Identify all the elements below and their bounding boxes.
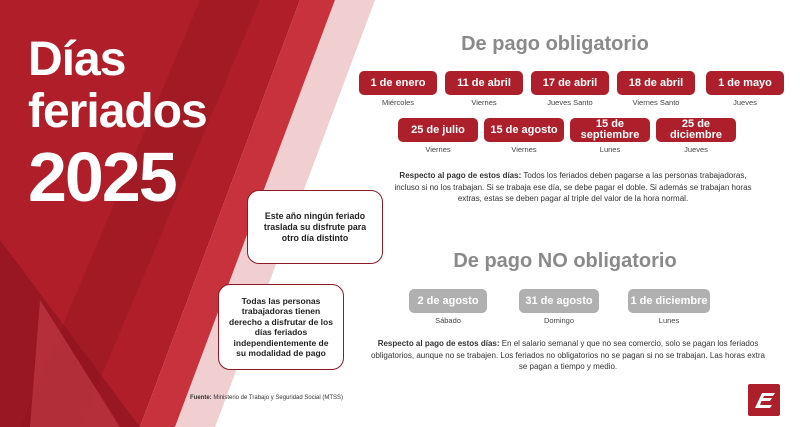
holiday-day-label: Viernes — [471, 98, 497, 107]
obligatorio-note-bold: Respecto al pago de estos días: — [399, 171, 522, 180]
holiday-day-label: Miércoles — [381, 98, 415, 107]
holiday-date-pill: 1 de diciembre — [628, 289, 710, 313]
callout-no-traslado: Este año ningún feriado traslada su disfrute para otro día distinto — [247, 190, 383, 264]
holiday-day-label: Domingo — [543, 316, 574, 325]
callout-derecho: Todas las personas trabajadoras tienen derecho a disfrutar de los días feriados independientemente de su modalidad de pago — [218, 284, 344, 370]
brand-logo-mark-icon — [748, 384, 780, 416]
holiday-day-label: Jueves — [733, 98, 757, 107]
holiday-date-pill: 1 de mayo — [706, 71, 784, 95]
title-year: 2025 — [28, 138, 176, 216]
holiday-day-label: Viernes — [511, 145, 537, 154]
holiday-day-label: Viernes — [425, 145, 451, 154]
no-obligatorio-payment-note — [368, 338, 768, 373]
source-label: Fuente: — [190, 395, 212, 401]
holiday-date-pill: 25 de julio — [398, 118, 478, 142]
holiday-date-pill: 1 de enero — [359, 71, 437, 95]
holiday-date-pill: 15 de agosto — [484, 118, 564, 142]
title-line-1: Días — [28, 33, 126, 86]
source-note — [190, 395, 343, 401]
holiday-date-pill: 31 de agosto — [519, 289, 599, 313]
title-line-2: feriados — [28, 85, 207, 138]
holiday-day-label: Sábado — [435, 316, 461, 325]
source-text: Ministerio de Trabajo y Seguridad Social (MTSS) — [211, 395, 344, 401]
no-obligatorio-note-bold: Respecto al pago de estos días: — [377, 339, 500, 348]
obligatorio-note-text: Todos los feriados deben pagarse a las personas trabajadoras, incluso si no los trabajan. Si se trabaja ese día, se debe pagar el doble. Si además se trabajan horas extras, estas se deben pagar al triple del valor de la hora normal. — [394, 171, 752, 203]
no-obligatorio-heading: De pago NO obligatorio — [453, 250, 677, 272]
no-obligatorio-note-text: En el salario semanal y que no sea comercio, solo se pagan los feriados obligatorios, aunque no se trabajen. Los feriados no obligatorios no se pagan si no se trabajan. Las horas extra se pagan a tiempo y medio. — [370, 339, 766, 371]
holiday-day-label: Viernes Santo — [632, 98, 680, 107]
holiday-day-label: Jueves — [684, 145, 708, 154]
holiday-date-pill: 18 de abril — [617, 71, 695, 95]
main-title — [28, 33, 207, 216]
holiday-date-pill: 25 de diciembre — [656, 118, 736, 142]
holiday-day-label: Lunes — [658, 316, 680, 325]
holiday-date-pill: 11 de abril — [445, 71, 523, 95]
holiday-day-label: Jueves Santo — [547, 98, 593, 107]
obligatorio-heading: De pago obligatorio — [461, 33, 649, 55]
holiday-date-pill: 2 de agosto — [409, 289, 487, 313]
brand-logo — [748, 384, 780, 416]
holiday-date-pill: 15 de septiembre — [570, 118, 650, 142]
obligatorio-payment-note — [388, 170, 758, 205]
holiday-date-pill: 17 de abril — [531, 71, 609, 95]
holiday-day-label: Lunes — [599, 145, 621, 154]
